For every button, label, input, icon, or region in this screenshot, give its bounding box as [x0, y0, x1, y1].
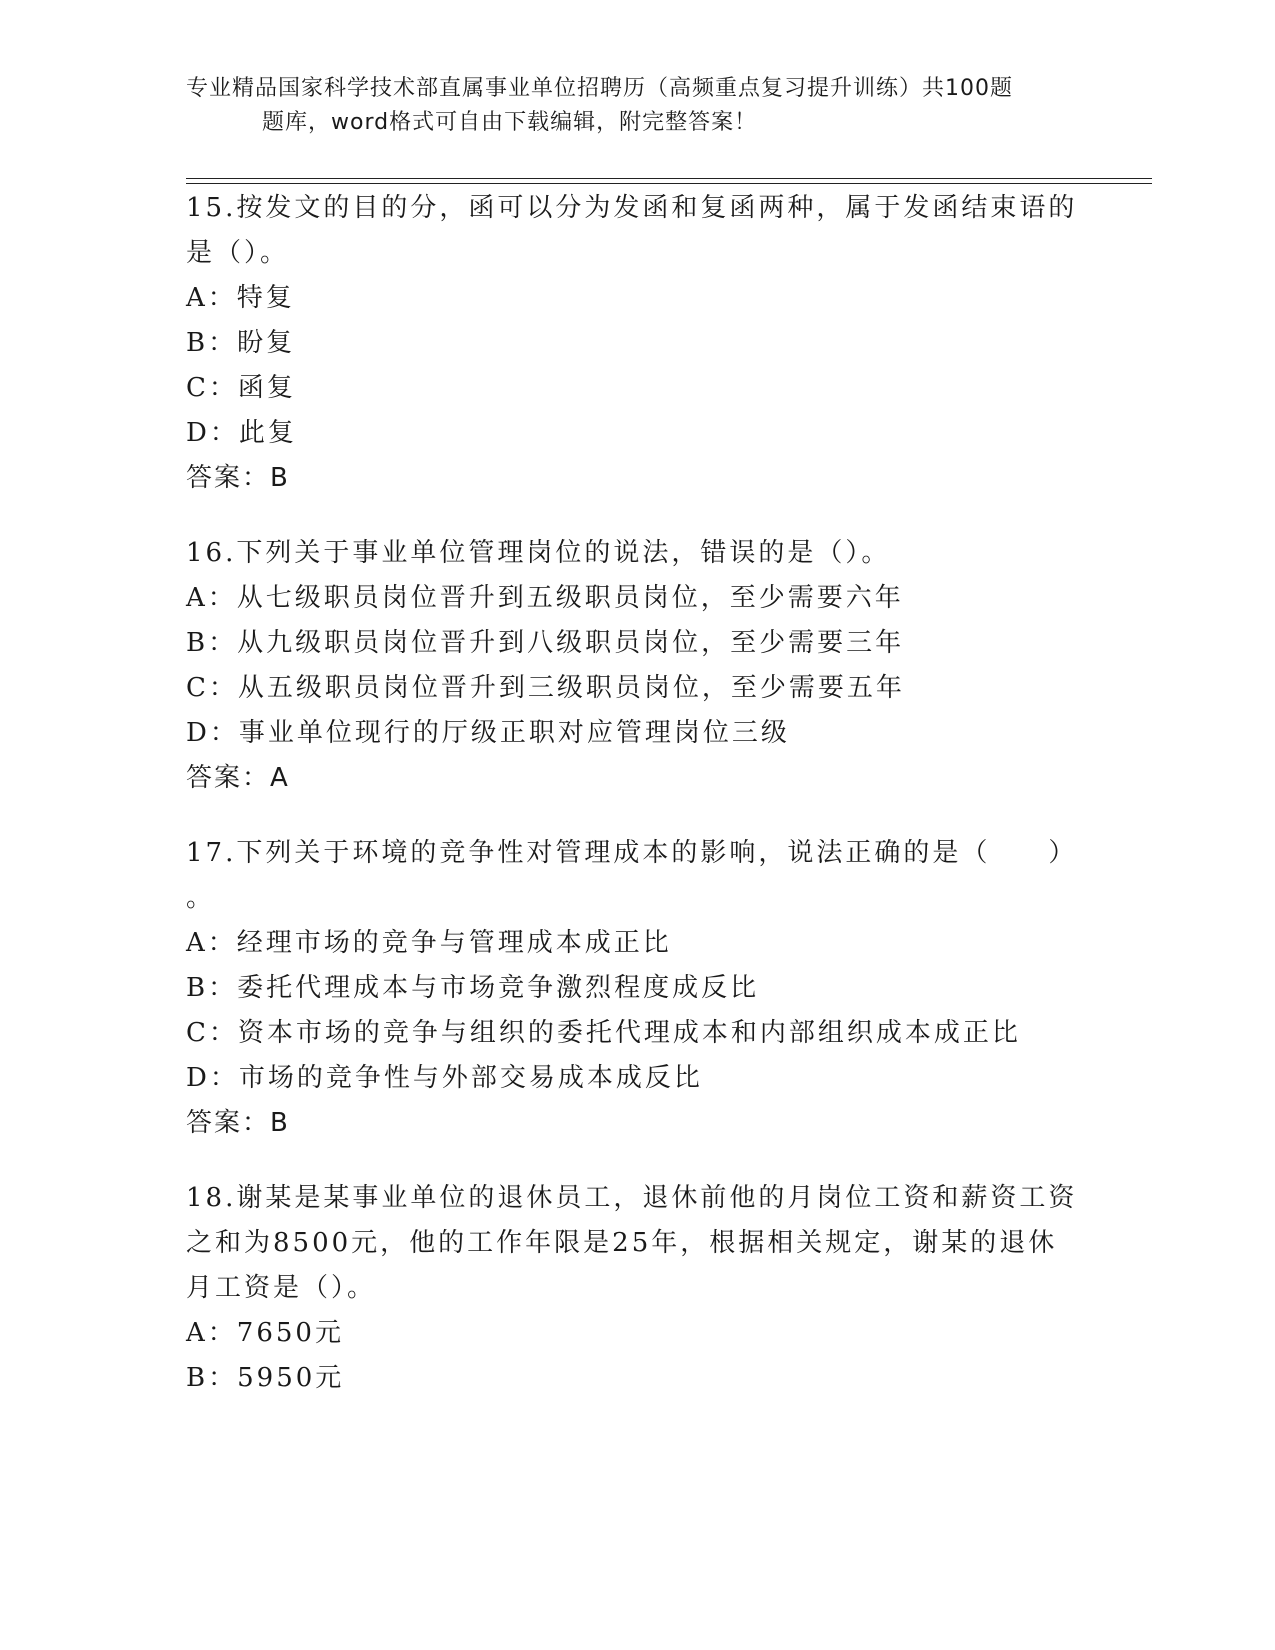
question-text-line: 。	[186, 883, 216, 913]
answer: 答案：B	[186, 1108, 290, 1138]
option-c: C：资本市场的竞争与组织的委托代理成本和内部组织成本成正比	[186, 1018, 1021, 1048]
option-a: A：从七级职员岗位晋升到五级职员岗位，至少需要六年	[186, 583, 904, 613]
option-d: D：市场的竞争性与外部交易成本成反比	[186, 1063, 703, 1093]
question-text-line: 17.下列关于环境的竞争性对管理成本的影响，说法正确的是（ ）	[186, 838, 1078, 868]
question-18	[186, 1176, 1086, 1401]
option-c: C：从五级职员岗位晋升到三级职员岗位，至少需要五年	[186, 673, 905, 703]
question-text-line: 月工资是（）。	[186, 1273, 377, 1303]
header-rule-bottom	[186, 183, 1152, 184]
question-16	[186, 531, 1086, 801]
question-15	[186, 186, 1086, 501]
question-text-line: 18.谢某是某事业单位的退休员工，退休前他的月岗位工资和薪资工资	[186, 1183, 1078, 1213]
question-list	[186, 186, 1086, 1431]
question-text-line: 之和为8500元，他的工作年限是25年，根据相关规定，谢某的退休	[186, 1228, 1058, 1258]
option-b: B：委托代理成本与市场竞争激烈程度成反比	[186, 973, 760, 1003]
option-a: A：7650元	[186, 1318, 344, 1348]
option-d: D：事业单位现行的厅级正职对应管理岗位三级	[186, 718, 790, 748]
header-line-1: 专业精品国家科学技术部直属事业单位招聘历（高频重点复习提升训练）共100题	[186, 76, 1013, 101]
question-text-line: 15.按发文的目的分，函可以分为发函和复函两种，属于发函结束语的	[186, 193, 1078, 223]
question-text-line: 是（）。	[186, 238, 290, 268]
question-text-line: 16.下列关于事业单位管理岗位的说法，错误的是（）。	[186, 538, 891, 568]
header-rule-top	[186, 178, 1152, 179]
option-b: B：5950元	[186, 1363, 345, 1393]
document-header	[186, 72, 1086, 140]
option-b: B：盼复	[186, 328, 296, 358]
option-b: B：从九级职员岗位晋升到八级职员岗位，至少需要三年	[186, 628, 905, 658]
option-a: A：特复	[186, 283, 295, 313]
question-17	[186, 831, 1086, 1146]
header-line-2: 题库，word格式可自由下载编辑，附完整答案！	[262, 110, 758, 135]
option-d: D：此复	[186, 418, 297, 448]
answer: 答案：B	[186, 463, 290, 493]
option-a: A：经理市场的竞争与管理成本成正比	[186, 928, 672, 958]
answer: 答案：A	[186, 763, 290, 793]
option-c: C：函复	[186, 373, 296, 403]
